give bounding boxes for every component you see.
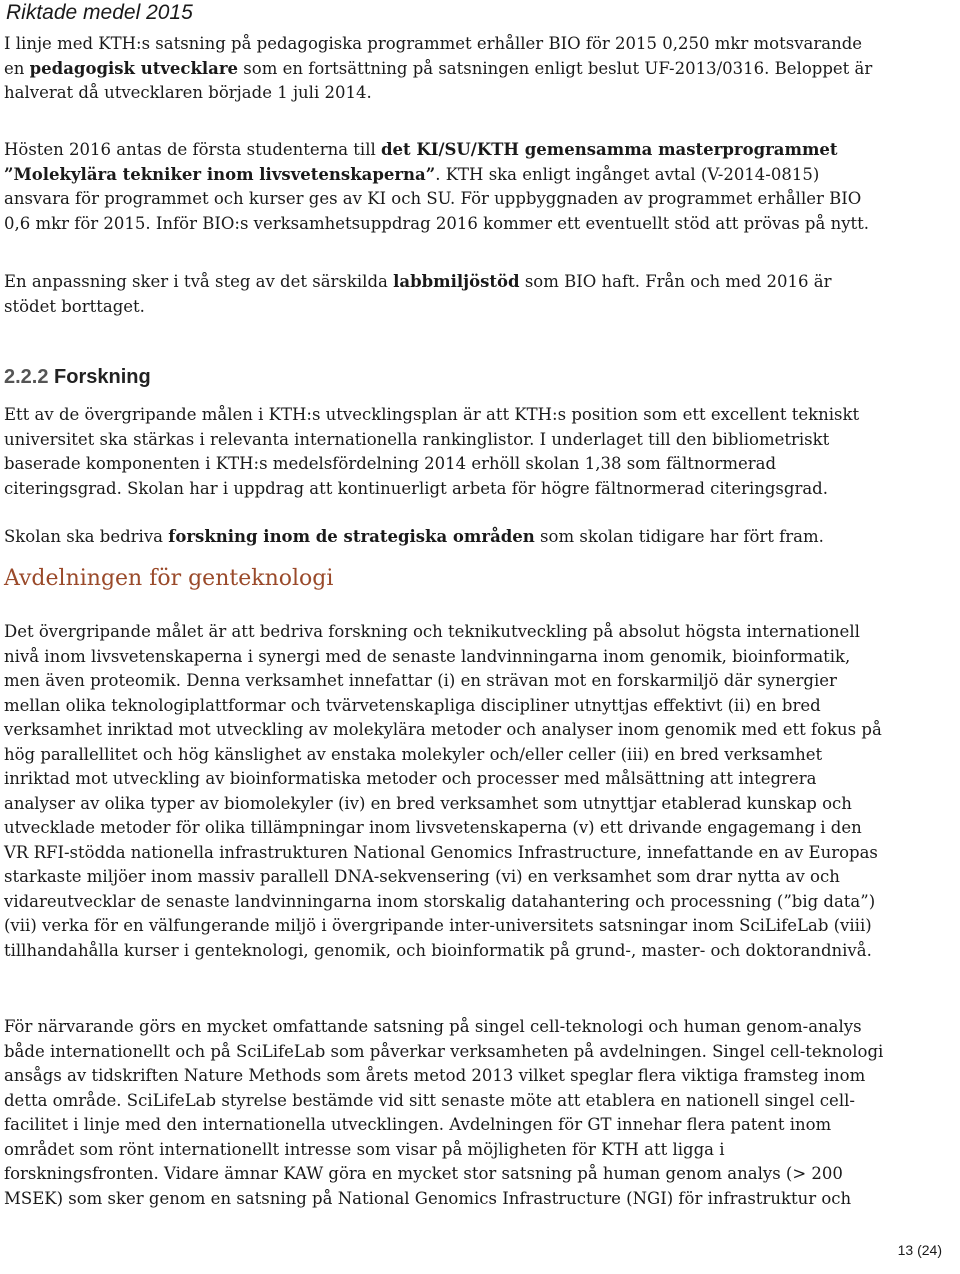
paragraph-single-cell: För närvarande görs en mycket omfattande satsning på singel cell-teknologi och human genom-analys både internationellt och på SciLifeLab som påverkar verksamheten på avdelningen. Singel cell-teknologi ansågs av tidskriften Nature Methods som årets metod 2013 vilket speglar flera viktiga framsteg inom detta område. SciLifeLab styrelse bestämde vid sitt senaste möte att etablera en nationell singel cell-facilitet i linje med den internationella utvecklingen. Avdelningen för GT innehar flera patent inom området som rönt internationellt intresse som visar på möjligheten för KTH att ligga i forskningsfronten. Vidare ämnar KAW göra en mycket stor satsning på human genom analys (> 200 MSEK) som sker genom en satsning på National Genomics Infrastructure (NGI) för infrastruktur och <box>4 1017 884 1208</box>
section-number: 2.2.2 <box>4 366 49 388</box>
text-run: Hösten 2016 antas de första studenterna till <box>4 140 381 159</box>
emphasis: forskning inom de strategiska områden <box>168 527 535 546</box>
text-run: som BIO haft. Från och med 2016 är stödet borttaget. <box>4 272 832 316</box>
text-run: . KTH ska enligt ingånget avtal (V-2014-0815) ansvara för programmet och kurser ges av KI och SU. För uppbyggnaden av programmet erhåller BIO 0,6 mkr för 2015. Inför BIO:s verksamhetsuppdrag 2016 kommer ett eventuellt stöd att prövas på nytt. <box>4 164 870 233</box>
emphasis: det KI/SU/KTH gemensamma masterprogrammet ”Molekylära tekniker inom livsvetenskaperna” <box>4 140 838 184</box>
page-number: 13 (24) <box>897 1242 942 1258</box>
section-heading <box>4 366 151 389</box>
paragraph-research-goals: Ett av de övergripande målen i KTH:s utvecklingsplan är att KTH:s position som ett excellent tekniskt universitet ska stärkas i relevanta internationella rankinglistor. I underlaget till den bibliometriskt baserade komponenten i KTH:s medelsfördelning 2014 erhöll skolan 1,38 som fältnormerad citeringsgrad. Skolan har i uppdrag att kontinuerligt arbeta för högre fältnormerad citeringsgrad. <box>4 405 860 498</box>
text-run: Skolan ska bedriva <box>4 527 169 546</box>
text-run: som skolan tidigare har fört fram. <box>534 527 824 546</box>
text-run: En anpassning sker i två steg av det särskilda <box>4 272 394 291</box>
text-run: I linje med KTH:s satsning på pedagogiska programmet erhåller BIO för 2015 0,250 mkr motsvarande en <box>4 34 863 78</box>
department-heading: Avdelningen för genteknologi <box>4 566 334 591</box>
section-title: Forskning <box>54 366 151 388</box>
text-run: som en fortsättning på satsningen enligt beslut UF-2013/0316. Beloppet är halverat då utvecklaren började 1 juli 2014. <box>4 58 873 102</box>
subheading: Riktade medel 2015 <box>6 1 193 24</box>
paragraph-pedagogical <box>4 32 884 106</box>
paragraph-master-program <box>4 138 884 236</box>
emphasis: pedagogisk utvecklare <box>29 58 239 78</box>
emphasis: labbmiljöstöd <box>393 272 520 291</box>
paragraph-department-goals: Det övergripande målet är att bedriva forskning och teknikutveckling på absolut högsta internationell nivå inom livsvetenskaperna i synergi med de senaste landvinningarna inom genomik, bioinformatik, men även proteomik. Denna verksamhet innefattar (i) en strävan mot en forskarmiljö där synergier mellan olika teknologiplattformar och tvärvetenskapliga discipliner utnyttjas effektivt (ii) en bred verksamhet inriktad mot utveckling av molekylära metoder och analyser inom genomik med ett fokus på hög parallellitet och hög känslighet av enstaka molekyler och/eller celler (iii) en bred verksamhet inriktad mot utveckling av bioinformatiska metoder och processer med målsättning att integrera analyser av olika typer av biomolekyler (iv) en bred verksamhet som utnyttjar etablerad kunskap och utvecklade metoder för olika tillämpningar inom livsvetenskaperna (v) ett drivande engagemang i den VR RFI-stödda nationella infrastrukturen National Genomics Infrastructure, innefattande en av Europas starkaste miljöer inom massiv parallell DNA-sekvensering (vi) en verksamhet som drar nytta av och vidareutvecklar de senaste landvinningarna inom storskalig datahantering och processning (”big data”) (vii) verka för en välfungerande miljö i övergripande inter-universitets satsningar inom SciLifeLab (viii) tillhandahålla kurser i genteknologi, genomik, och bioinformatik på grund-, master- och doktorandnivå. <box>4 622 882 960</box>
paragraph-lab-support <box>4 270 884 319</box>
paragraph-strategic-areas <box>4 525 884 550</box>
